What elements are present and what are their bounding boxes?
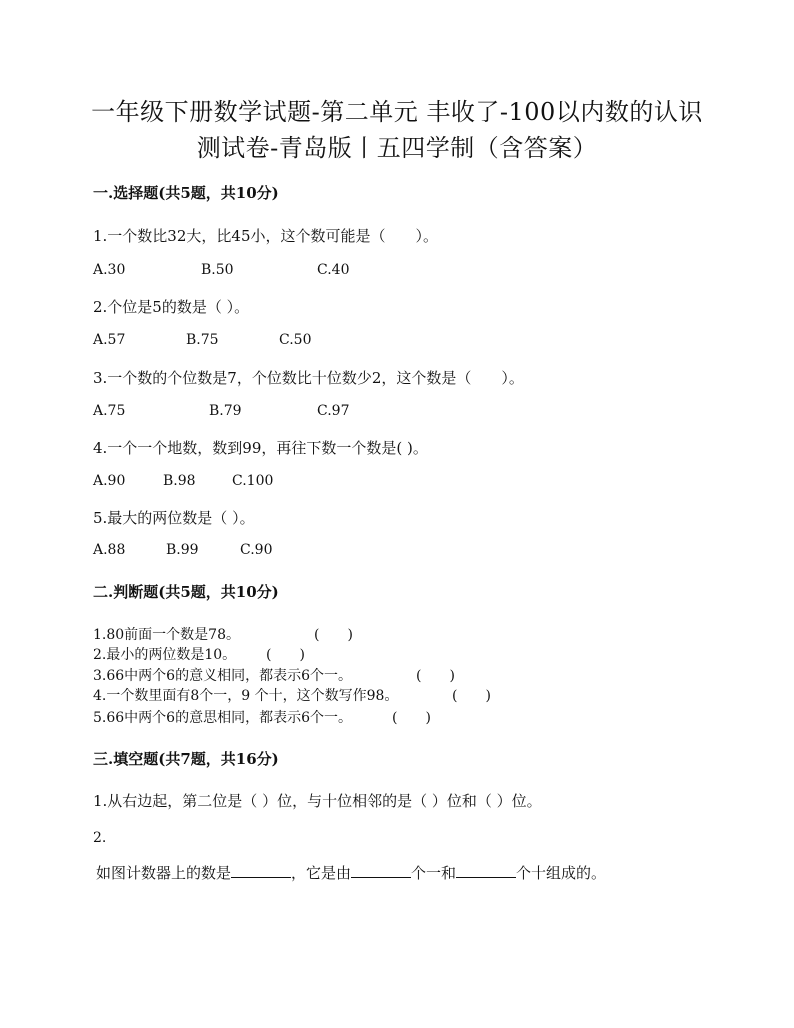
option-b: B.98 <box>163 473 196 489</box>
answer-blank[interactable] <box>231 863 291 878</box>
judgement-item-text: 3.66中两个6的意义相同，都表示6个一。 <box>93 668 352 684</box>
option-b: B.79 <box>209 403 242 419</box>
question-text-part: 个一和 <box>411 864 457 882</box>
section-heading-fill-blank: 三.填空题(共7题，共16分) <box>93 750 279 768</box>
judgement-item-text: 1.80前面一个数是78。 <box>93 627 240 643</box>
answer-parentheses: ( ) <box>392 710 431 726</box>
judgement-item-text: 5.66中两个6的意思相同，都表示6个一。 <box>93 710 352 726</box>
option-b: B.75 <box>186 332 219 348</box>
judgement-item-text: 4.一个数里面有8个一，9 个十，这个数写作98。 <box>93 688 399 704</box>
question-text: 1.一个数比32大，比45小，这个数可能是（ ）。 <box>93 227 438 245</box>
option-b: B.99 <box>166 542 199 558</box>
question-text: 4.一个一个地数，数到99，再往下数一个数是( )。 <box>93 439 428 457</box>
option-b: B.50 <box>201 262 234 278</box>
section-heading-choice: 一.选择题(共5题，共10分) <box>93 184 279 202</box>
option-c: C.100 <box>232 473 274 489</box>
answer-blank[interactable] <box>456 863 516 878</box>
question-text: 5.最大的两位数是（ ）。 <box>93 509 255 527</box>
answer-parentheses: ( ) <box>452 688 491 704</box>
answer-parentheses: ( ) <box>314 627 353 643</box>
option-c: C.40 <box>317 262 350 278</box>
question-text: 3.一个数的个位数是7，个位数比十位数少2，这个数是（ ）。 <box>93 369 524 387</box>
option-c: C.50 <box>279 332 312 348</box>
option-a: A.75 <box>93 403 126 419</box>
question-text-part: ，它是由 <box>291 864 352 882</box>
option-a: A.88 <box>93 542 126 558</box>
question-text: 2.个位是5的数是（ ）。 <box>93 298 250 316</box>
question-text: 1.从右边起，第二位是（ ）位，与十位相邻的是（ ）位和（ ）位。 <box>93 792 542 810</box>
question-number: 2. <box>93 830 107 846</box>
answer-parentheses: ( ) <box>266 647 305 663</box>
question-text-part: 个十组成的。 <box>516 864 607 882</box>
option-c: C.97 <box>317 403 350 419</box>
option-a: A.57 <box>93 332 126 348</box>
question-text-part: 如图计数器上的数是 <box>96 864 232 882</box>
title-line-1: 一年级下册数学试题-第二单元 丰收了-100以内数的认识 <box>91 98 703 126</box>
option-a: A.90 <box>93 473 126 489</box>
option-a: A.30 <box>93 262 126 278</box>
counter-question <box>96 862 606 883</box>
judgement-item-text: 2.最小的两位数是10。 <box>93 647 237 663</box>
answer-blank[interactable] <box>351 863 411 878</box>
section-heading-judgement: 二.判断题(共5题，共10分) <box>93 583 279 601</box>
title-line-2: 测试卷-青岛版丨五四学制（含答案） <box>196 134 598 162</box>
option-c: C.90 <box>240 542 273 558</box>
answer-parentheses: ( ) <box>416 668 455 684</box>
